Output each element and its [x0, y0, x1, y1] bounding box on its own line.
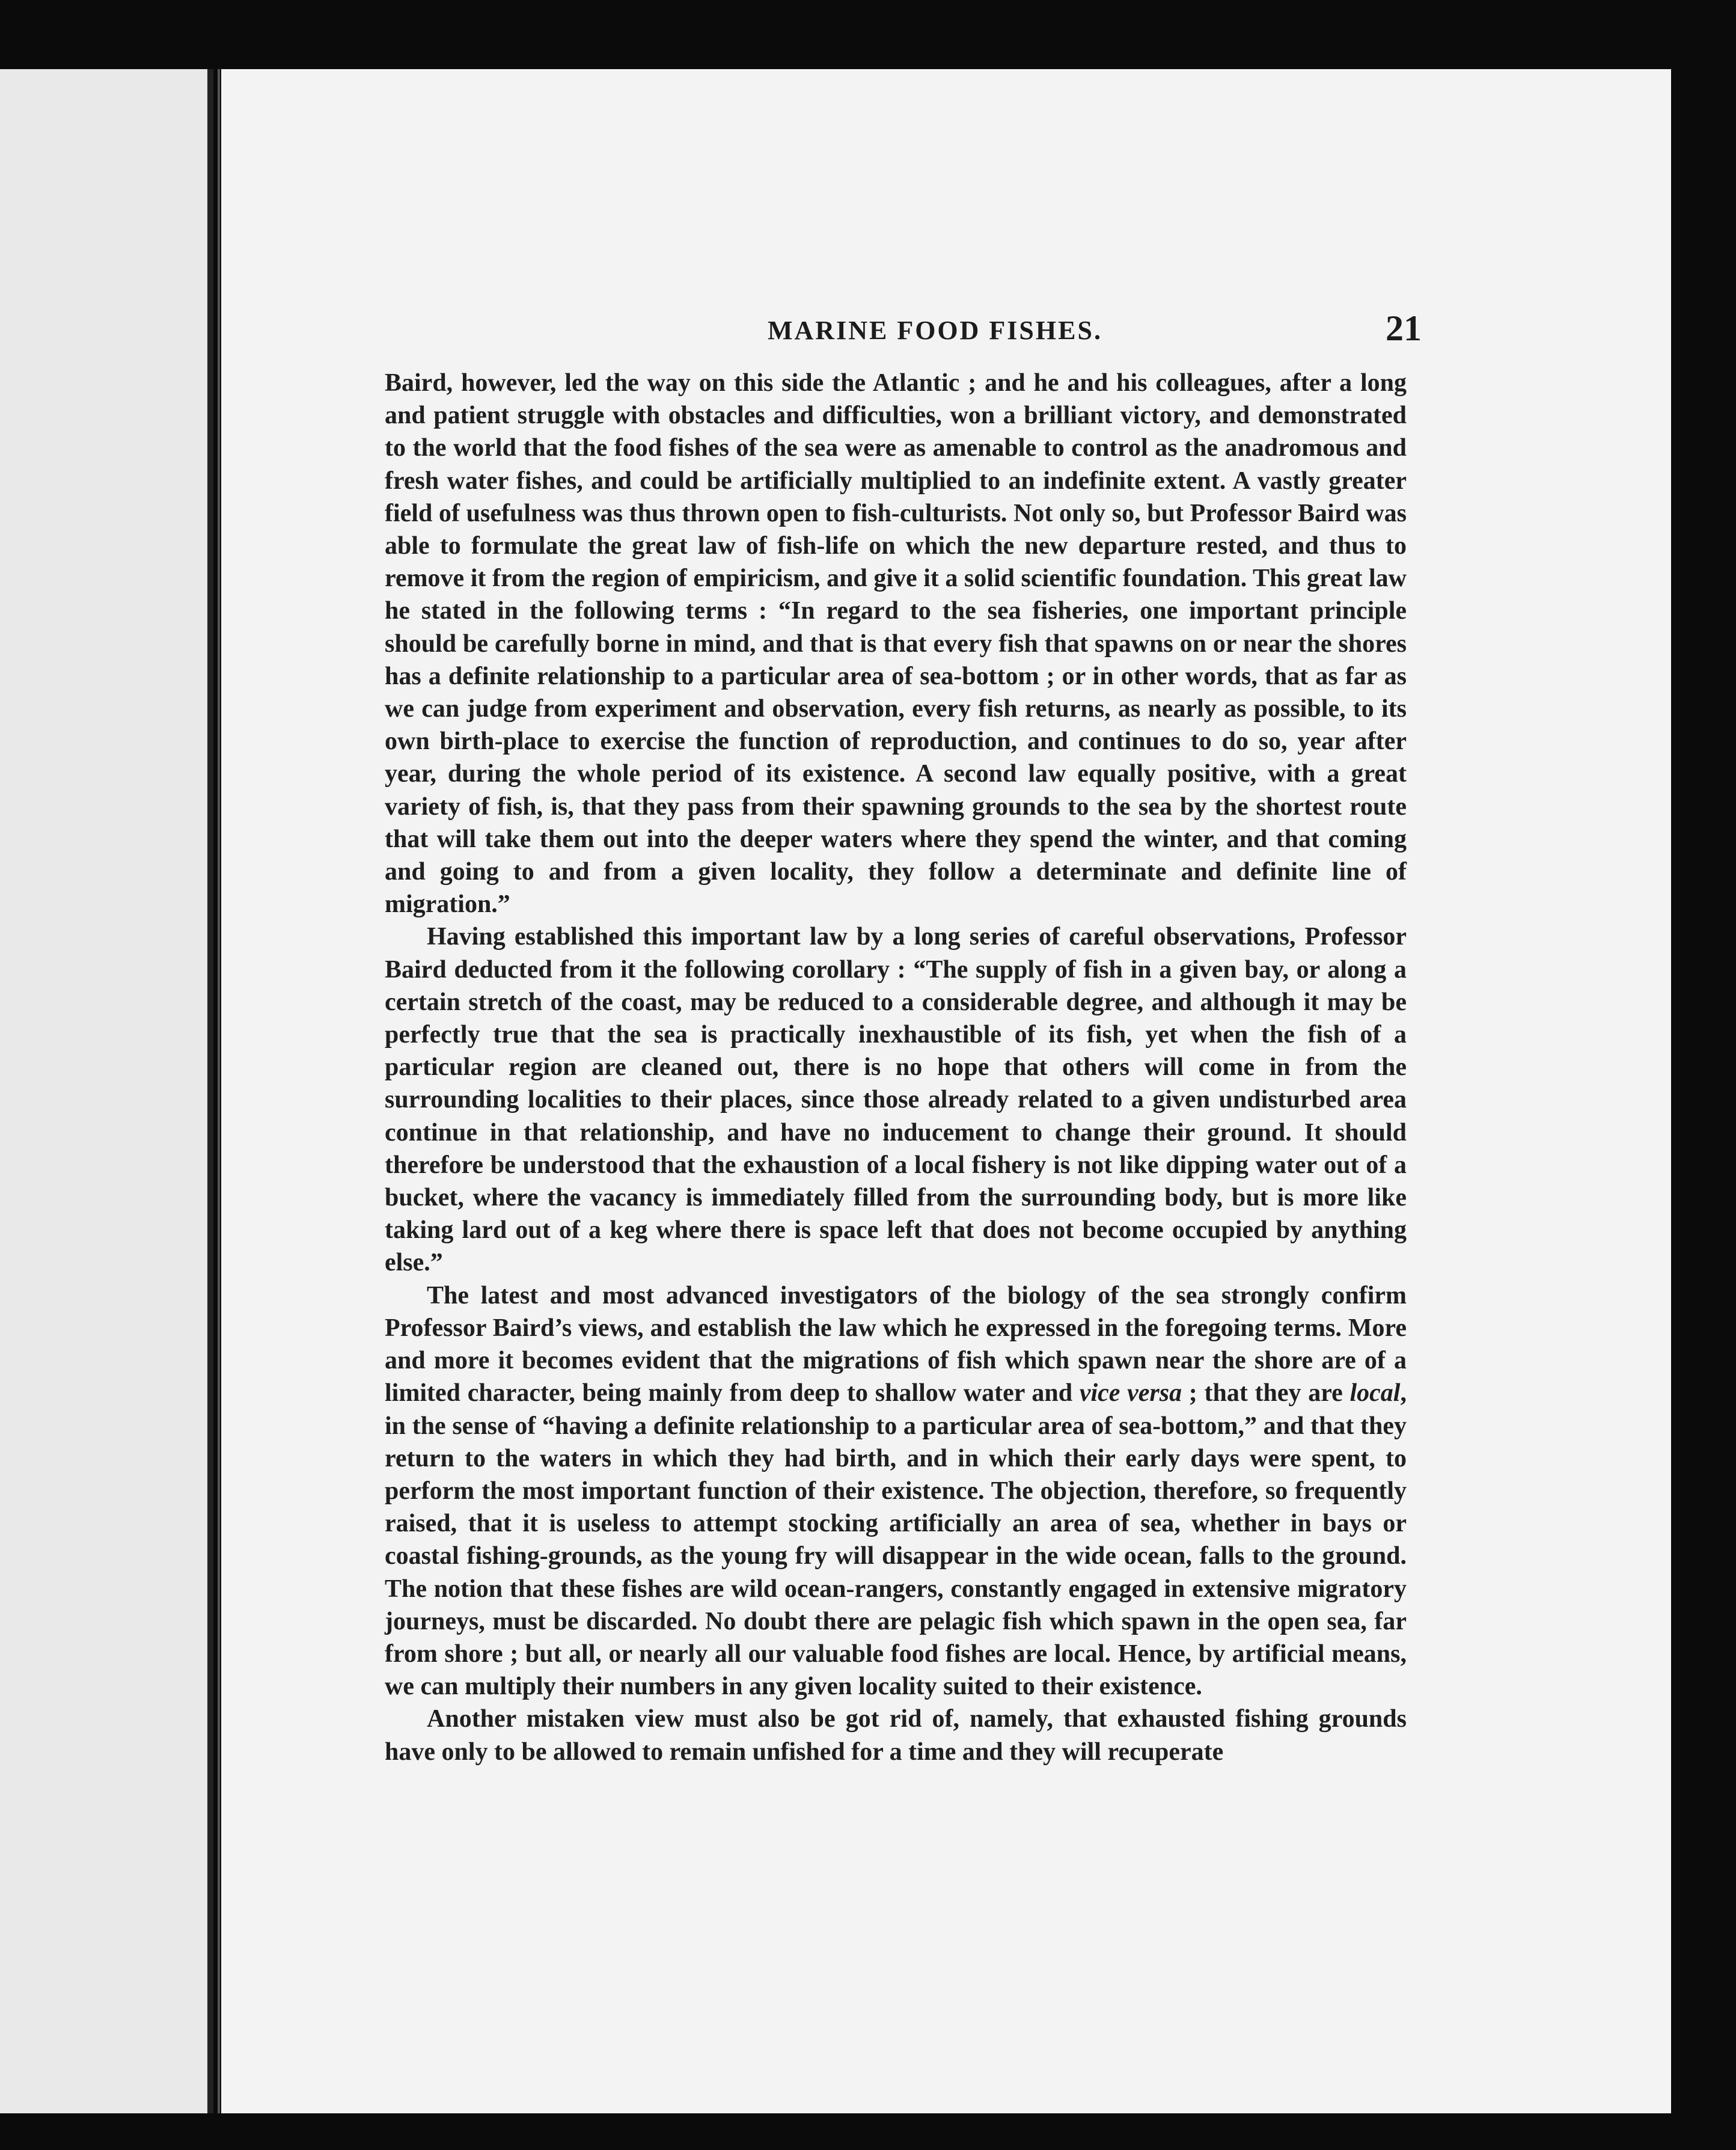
page-number: 21 [1386, 308, 1422, 348]
page-gutter-shadow [207, 69, 213, 2113]
italic-text: vice versa [1079, 1379, 1182, 1407]
paragraph-text: Having established this important law by a long series of careful observations, Professor Baird deducted from it the following corollary : “The supply of fish in a given bay, or along a certain stretch of the coast, may be reduced to a considerable degree, and although it may be perfectly true that the sea is practically inexhaustible of its fish, yet when the fish of a particular region are cleaned out, there is no hope that others will come in from the surrounding localities to their places, since those already related to a given undisturbed area continue in that relationship, and have no inducement to change their ground. It should therefore be understood that the exhaustion of a local fishery is not like dipping water out of a bucket, where the vacancy is immediately filled from the surrounding body, but is more like taking lard out of a keg where there is space left that does not become occupied by anything else.” [385, 923, 1407, 1277]
paragraph [385, 1279, 1407, 1703]
page-header [385, 307, 1422, 355]
page-body-text [385, 367, 1407, 1768]
page-gutter-line [218, 69, 220, 2113]
paragraph-text: ; that they are [1182, 1379, 1350, 1407]
paragraph [385, 1703, 1407, 1768]
paragraph-text: , in the sense of “having a definite relationship to a particular area of sea-bottom,” and that they return to the waters in which they had birth, and in which their early days were spent, to perform the most important function of their existence. The objection, therefore, so frequently raised, that it is useless to attempt stocking artificially an area of sea, whether in bays or coastal fishing-grounds, as the young fry will disappear in the wide ocean, falls to the ground. The notion that these fishes are wild ocean-rangers, constantly engaged in extensive migratory journeys, must be discarded. No doubt there are pelagic fish which spawn in the open sea, far from shore ; but all, or nearly all our valuable food fishes are local. Hence, by artificial means, we can multiply their numbers in any given locality suited to their existence. [385, 1379, 1407, 1701]
scan-background-bottom [221, 2113, 1671, 2150]
italic-text: local [1349, 1379, 1401, 1407]
scan-speck [1004, 42, 1007, 54]
paragraph-text: Another mistaken view must also be got rid of, namely, that exhausted fishing grounds have only to be allowed to remain unfished for a time and they will recuperate [385, 1705, 1407, 1766]
paragraph-text: Baird, however, led the way on this side the Atlantic ; and he and his colleagues, after a long and patient struggle with obstacles and difficulties, won a brilliant victory, and demonstrated to the world that the food fishes of the sea were as amenable to control as the anadromous and fresh water fishes, and could be artificially multiplied to an indefinite extent. A vastly greater field of usefulness was thus thrown open to fish-culturists. Not only so, but Professor Baird was able to formulate the great law of fish-life on which the new departure rested, and thus to remove it from the region of empiricism, and give it a solid scientific foundation. This great law he stated in the following terms : “In regard to the sea fisheries, one important principle should be carefully borne in mind, and that is that every fish that spawns on or near the shores has a definite relationship to a particular area of sea-bottom ; or in other words, that as far as we can judge from experiment and observation, every fish returns, as nearly as possible, to its own birth-place to exercise the function of reproduction, and continues to do so, year after year, during the whole period of its existence. A second law equally positive, with a great variety of fish, is, that they pass from their spawning grounds to the sea by the shortest route that will take them out into the deeper waters where they spend the winter, and that coming and going to and from a given locality, they follow a determinate and definite line of migration.” [385, 369, 1407, 919]
paragraph [385, 367, 1407, 920]
scan-background-right [1671, 96, 1736, 2150]
previous-page-strip [0, 69, 207, 2113]
paragraph-text: The latest and most advanced investigators of the biology of the sea strongly confirm Professor Baird’s views, and establish the law which he expressed in the foregoing terms. More and more it becomes evident that the migrations of fish which spawn near the shore are of a limited character, being mainly from deep to shallow water and [385, 1281, 1407, 1407]
paragraph [385, 920, 1407, 1279]
running-head: MARINE FOOD FISHES. [768, 316, 1102, 345]
